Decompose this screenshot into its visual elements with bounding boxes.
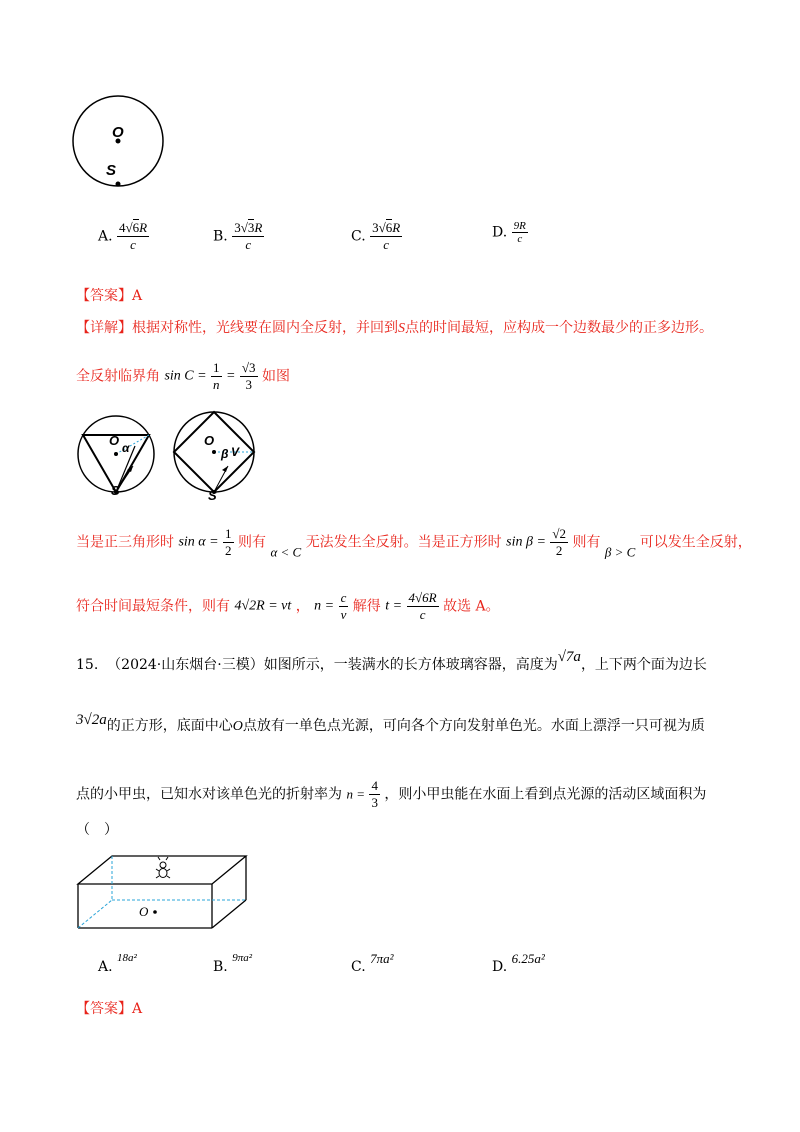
- answer-label: 【答案】: [76, 1001, 132, 1017]
- container-center-label: O: [139, 904, 149, 919]
- answer-value: A: [132, 1001, 143, 1017]
- fig2-label-o1: O: [109, 433, 120, 448]
- t-fraction: $\frac{4√6R}{c}$: [408, 590, 437, 622]
- sq-fraction: $\frac{√2}{2}$: [552, 526, 566, 558]
- triangle-square-line: 当是正三角形时 sin α = $\frac{1}{2}$ 则有 α < C 无法发生全反射。当是正方形时 sin β = $\frac{√2}{2}$ 则有 β > C 可以发生全反射，: [76, 526, 752, 560]
- fig2-label-v: V: [231, 445, 240, 459]
- option-letter: A.: [98, 228, 113, 245]
- q15-line-3: 点的小甲虫，已知水对该单色光的折射率为 n = $\frac{4}{3}$ ，则小甲虫能在水面上看到点光源的活动区域面积为: [76, 778, 707, 810]
- answer-value: A: [132, 288, 143, 304]
- fig2-label-s1: S: [111, 483, 120, 498]
- beetle-icon: [156, 857, 170, 878]
- detail-label: 【详解】: [76, 320, 132, 336]
- question-number: 15.: [76, 657, 99, 673]
- option-c-fraction: $\frac{3√6R}{c}$: [372, 220, 401, 252]
- detail-line: 【详解】根据对称性，光线要在圆内全反射，并回到S点的时间最短，应构成一个边数最少的正多边形。: [76, 320, 713, 336]
- option-a-fraction: $\frac{4√6R}{c}$: [119, 220, 148, 252]
- option-a: [98, 220, 149, 253]
- fig2-label-s2: S: [208, 488, 217, 503]
- option-b-fraction: $\frac{3√3R}{c}$: [234, 220, 263, 252]
- q15-option-c: C. 7πa²: [351, 951, 394, 975]
- critical-angle-line: 全反射临界角 sin C = $\frac{1}{n}$ = $\frac{√3}{3}$ 如图: [76, 360, 290, 392]
- q15-option-b: B. $^{9\pi a^2}$: [213, 952, 253, 975]
- option-d-fraction: $\frac{9R}{c}$: [513, 220, 526, 245]
- source-label-s: S: [106, 162, 117, 179]
- fig2-label-o2: O: [204, 433, 215, 448]
- n-fraction: $\frac{c}{v}$: [340, 590, 347, 622]
- option-d: D. $\frac{9R}{c}$: [492, 220, 526, 245]
- question-paren: （ ）: [76, 822, 118, 838]
- square-figure: [170, 410, 258, 498]
- center-label-o: O: [112, 124, 124, 141]
- q15-line-1: 15. （2024·山东烟台·三模）如图所示，一装满水的长方体玻璃容器，高度为√7a，上下两个面为边长: [76, 649, 707, 673]
- answer-label: 【答案】: [76, 288, 132, 304]
- n-value-fraction: $\frac{4}{3}$: [371, 778, 378, 810]
- critical-fraction: $\frac{1}{n}$: [213, 360, 220, 392]
- q15-line-2: 3√2a的正方形，底面中心O点放有一单色点光源，可向各个方向发射单色光。水面上漂浮一只可视为质: [76, 712, 705, 734]
- answer-line: [76, 286, 142, 306]
- condition-line: 符合时间最短条件，则有 4√2R = vt ， n = $\frac{c}{v}$ 解得 t = $\frac{4√6R}{c}$ 故选 A。: [76, 590, 500, 622]
- q15-option-d: D. 6.25a²: [492, 951, 545, 975]
- q15-option-a: A. $^{18a^2}$: [98, 952, 137, 975]
- q15-answer-line: [76, 999, 142, 1019]
- question-source: （2024·山东烟台·三模）: [107, 657, 264, 673]
- option-b: B. $\frac{3√3R}{c}$: [213, 220, 263, 252]
- critical-fraction-2: $\frac{√3}{3}$: [241, 360, 256, 392]
- circle-figure: [70, 94, 170, 194]
- fig2-label-alpha: α: [122, 441, 130, 455]
- fig2-label-beta: β: [221, 447, 229, 461]
- option-c: C. $\frac{3√6R}{c}$: [351, 220, 401, 252]
- tri-fraction: $\frac{1}{2}$: [225, 526, 232, 558]
- glass-container-figure: [74, 852, 254, 934]
